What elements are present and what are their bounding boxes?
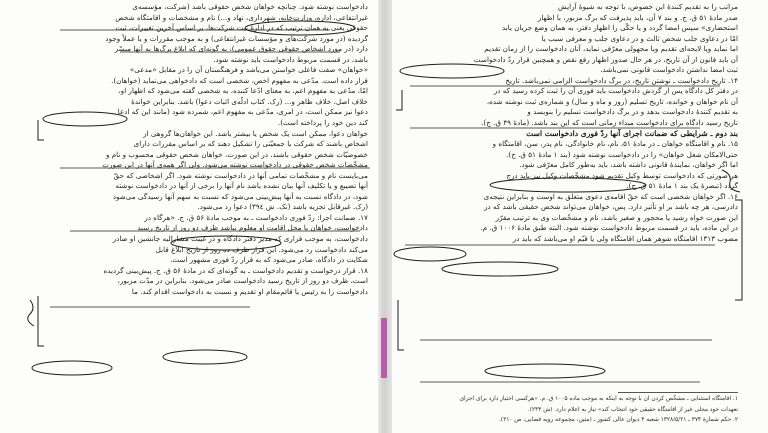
text-line: ۱۷. ضمانت اجرا: ردّ فوری دادخواست ـ به موجب مادهٔ ۵۶ ق. ج. «هرگاه در <box>144 212 368 222</box>
text-line: دادخواست، به موجب قراری که مدیر دفتر دادگاه و در غیبت مشارالیه جانشین او صادر <box>112 234 368 244</box>
text-line: حتی‌الامکان شغل خواهان» را در دادخواست نوشته شود (بند ۱ مادهٔ ۵۱ ق. ج). <box>506 149 738 159</box>
text-line: دارد (در مورد اشخاص حقوقی حقوق عمومی)، به گونه‌ای که ابلاغ برگ‌ها به آنها میسّر <box>114 44 368 54</box>
text-line: ۱۴. تاریخ دادخواست ـ نوشتن تاریخ، در برگ دادخواست الزامی نمی‌باشد. تاریخ <box>505 75 738 85</box>
text-line: دادخواست را به رئیس یا قائم‌مقام او تقدیم و نسبت به دادخواست اقدام کند. ما <box>131 286 368 296</box>
text-line: «خواهان» صفت فاعلی خواستن می‌باشد و فرهنگستان آن را در مقابل «مدعی» <box>129 65 368 75</box>
text-line: است، ظرف دو روز از تاریخ رسید دادخواست صادر می‌شود. بنابراین در مدّت مزبور، <box>117 276 368 286</box>
text-line: گردیده (در مورد شرکت‌های و مؤسسات غیرانتفاعی) و به موجب مقررات و یا عملاً وجود <box>105 33 368 43</box>
footnote-rule <box>618 392 738 393</box>
text-line: می‌بایست نام و مشخّصات تمامی آنها در دادخواست نوشته شود. اگر اشخاصی که حقّ <box>113 170 368 180</box>
text-line: خواهان دعوا، ممکن است یک شخص یا بیشتر باشد. این خواهان‌ها گروهی از <box>143 128 368 138</box>
text-line: مراتب را به تقدیم کنندهٔ این خصوص، با توجه به شیوهٔ آرایش <box>557 2 738 11</box>
text-line: ۱۵. نام و اقامتگاه خواهان ـ در مادهٔ ۵۱، نام، نام خانوادگی، نام پدر، سن، اقامتگاه و <box>492 139 738 149</box>
text-line: خلاف اصل، خلاف ظاهر و... (رک. کتاب ادلّه‌ی اثبات دعوا) باشد. بنابراین خواندهٔ <box>131 96 368 106</box>
footnote-line: ۲. حکم شمارهٔ ۳۷۴ ـ ۱۳۲۸/۵/۲۱ شعبه ۴ دیوان عالی کشور ـ (متین، مجموعه رویه قضایی، ص ۳۱۰). <box>498 417 738 424</box>
footnotes <box>398 395 738 427</box>
text-line: صدر مادهٔ ۵۱ ق. ج. و بند ۷ آن، باید پذیرفت که برگ مزبور، با اظهار <box>537 12 738 22</box>
text-line: آن نام خواهان و خوانده، تاریخ تسلیم (روز و ماه و سال) و شماره‌ی ثبت نوشته شده، <box>486 96 738 106</box>
text-line: قرار داده است. مدّعی به مفهوم اخص، شخصی است که دادخواهی می‌نماید (خواهان). <box>111 75 368 85</box>
text-line: دادخواست، خواهان یا محل اقامت او معلوم نباشد ظرف دو روز از تاریخ رسید <box>137 223 368 233</box>
text-line: ۱۸. قرار درخواست و تقدیم دادخواست ـ به گونه‌ای که در مادهٔ ۵۶ ق. ج. پیش‌بینی گردیده <box>103 265 368 275</box>
footnote-line: تعهدات خود محلی غیر از اقامتگاه حقیقی خود انتخاب کند» نیاز به اعلام دارد. (ش ۲۳۴). <box>527 406 738 413</box>
text-line: هر صورتی که دادخواست توسط وکیل تقدیم شود مشخّصات وکیل نیز باید درج <box>506 170 738 180</box>
text-line: کند دین خود را پرداخته است). <box>277 118 368 128</box>
text-line: تاریخ رسید دادگاه برای دادخواست مبداء زمانی است که این بند باشد. (مادهٔ ۴۹ ق. ج). <box>481 118 738 128</box>
text-line: آنها تضییع و یا تکلیف آنها بیان نشده باشد نام آنها را برخی از آنها در دادخواست نوشته <box>115 181 368 191</box>
text-line: استحضاری» سپس امضا گردد و یا حکّی را اظهار دفتر، به همان وضع جریان یابد <box>502 23 738 33</box>
text-line: ثبت امضا نداشتن دادخواست قانونی نمی‌باشد. <box>600 65 738 75</box>
text-line: دادرسی، هر چه باشد بر او تأثیر دارد. پس، خواهان می‌تواند شخص حقیقی باشد که در <box>484 202 738 212</box>
left-page <box>0 0 378 433</box>
text-line: بند دوم ـ شرایطی که ضمانت اجرای آنها ردّ فوری دادخواست است <box>526 128 738 138</box>
text-line: (رک. غیرقابل تجزیه باشد (نک. ش ٣٩٤) دعوا رد می‌شود. <box>197 202 368 212</box>
text-line: غیرانتفاعی، اداره، وزارت‌خانه، شهرداری، نهاد و...) نام و مشخصات و اقامتگاه شخص <box>115 12 368 22</box>
text-line: در دفتر کل دادگاه پس از گردش دادخواست باید فوری آن را ثبت کرده رسید که در <box>493 86 738 96</box>
text-line: می‌کند دادخواست رد می‌شود. این قرار ظرف ده روز از تاریخ ابلاغ قابل <box>155 244 368 254</box>
text-line: ۱۶. اگر خواهان شخصی است که حقّ اقامه‌ی دعوی متعلق به اوست و بنابراین نتیجه‌ی <box>483 191 738 201</box>
text-line: دعوا نیز ممکن است، در امری، مدّعی به مفهوم اعم، شمرده شود (مانند این که ادعا <box>117 107 368 117</box>
text-line: مصوب ۱۳۱۳ اقامتگاه شوهر همان اقامتگاه ولی یا قیّم او می‌باشد که باید در <box>512 234 738 244</box>
highlighter-mark <box>381 318 387 378</box>
text-line: این صورت خواه رشید یا محجور و صغیر باشد، نام و مشخّصات وی به ترتیب مقرّر <box>495 212 738 222</box>
right-page <box>392 0 768 433</box>
text-line: حقوقی یعنی به همان ترتیب که در ادارهٔ ثبت شرکت‌ها، بر اساس آخرین تغییرات، ثبت <box>115 23 368 33</box>
text-line: مشخّصات شخص حقوقی در دادخواست نوشته می‌شود. ولی اگر همه‌ی آنها در این صورت <box>102 160 368 170</box>
text-line: اشخاص باشند که شرکت یا جمعیّتی را تشکیل دهند که بر اساس مقررات دارای <box>133 139 368 149</box>
text-line: شود، در دادگاه نسبت به آنها پیش‌بینی می‌شود که نسبت به سهم آنها رسیدگی می‌شود <box>112 191 368 201</box>
text-line: آن باید قانون از آن تاریخ، در هر حال صدور اظهار رفع نقص و همچنین قرار ردّ دادخواست <box>473 54 738 64</box>
text-line: در این ماده، باید در قسمت مربوط دادخواست نوشته شود. البته طبق مادهٔ ۱۰۰۶ ق. م. <box>480 223 738 233</box>
text-line: امّا در دعاوی جلب شخص ثالث و در دعاوی جلب و معرفی سبب یا <box>541 33 738 43</box>
text-line: باشد، در قسمت مربوط دادخواست باید نوشته شود. <box>213 54 368 64</box>
left-page-text <box>40 2 368 297</box>
right-page-text <box>398 2 738 245</box>
footnote-line: ۱. اقامتگاه استثنایی ـ مشخّص کردن آن با توجه به اینکه به موجب ماده ۱۰۰۵ ق. م. «هرکسی اختیار دارد برای اجرای <box>459 396 738 402</box>
text-line: اما نماید ویا لایحه‌ای تقدیم ویا مجهولی معرّفی نماید، آنان دادخواست را از زمان تقدیم <box>484 44 738 54</box>
text-line: گردد (تبصرهٔ یک بند ۱ مادهٔ ۵۱ ق. ج). <box>626 181 738 191</box>
text-line: دادخواست نوشته شود. چنانچه خواهان شخص حقوقی باشد (شرکت، مؤسسه‌ی <box>132 2 368 11</box>
text-line: امّا، مدّعی به مفهوم اعم، به معنای ادّعا کننده، به شخصی گفته می‌شود که اظهار او، <box>118 86 368 96</box>
text-line: اما اگر خواهان، نمایندهٔ قانونی داشته باشد، باید به‌طور کامل معرّفی شود. <box>519 160 738 170</box>
text-line: شکایت در دادگاه، صادر می‌شود که به قرار ردّ فوری مشهور است. <box>170 255 368 265</box>
text-line: خصوصیّات شخص حقوقی باشند. در این صورت، خواهان شخص حقوقی محسوب و نام و <box>105 149 368 159</box>
text-line: به تقدیم کنندهٔ دادخواست بدهد و در برگ دادخواست تسلیم را بنویسد و <box>527 107 738 117</box>
